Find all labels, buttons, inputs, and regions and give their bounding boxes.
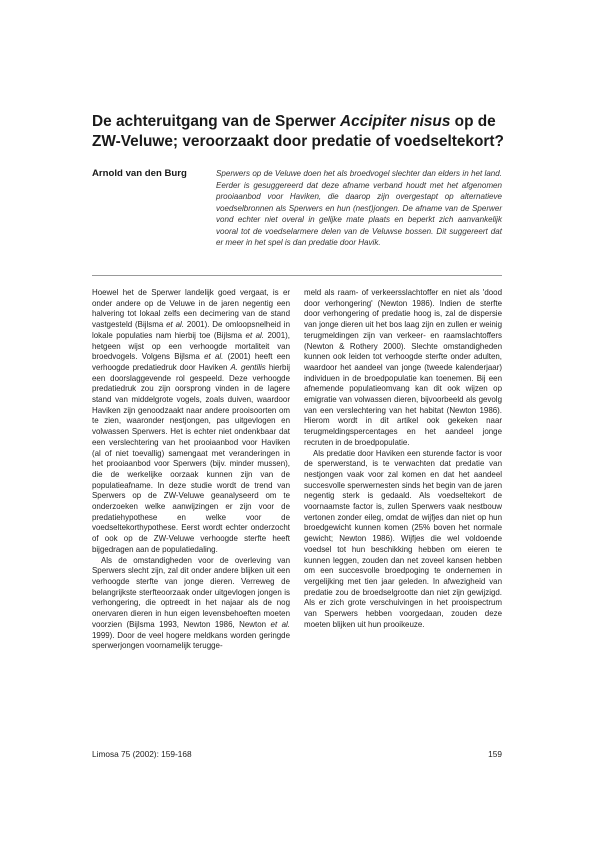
title-text-part2: op de ZW-Veluwe; veroorzaakt door predatie of voedseltekort? bbox=[92, 113, 504, 150]
text-run-italic: et al. bbox=[245, 330, 265, 340]
title-species-name: Accipiter nisus bbox=[340, 113, 451, 130]
text-run: 2001). De omloopsnelheid in lokale populaties nam hierbij toe (Bijlsma bbox=[92, 320, 290, 340]
text-run: Hoewel het de Sperwer landelijk goed vergaat, is er onder andere op de Veluwe in de jaren negentig een halvering tot lokaal zelfs een decimering van de stand vastgesteld (Bijlsma bbox=[92, 288, 290, 330]
text-run-italic: et al. bbox=[166, 320, 185, 330]
text-run: 2001), hetgeen wijst op een verhoogde mortaliteit van broedvogels. Volgens Bijlsma bbox=[92, 330, 290, 362]
text-run: (2001) heeft een verhoogde predatiedruk door Haviken bbox=[92, 352, 290, 372]
text-run-italic: et al. bbox=[204, 352, 224, 362]
body-paragraph bbox=[92, 288, 290, 556]
body-column-right bbox=[304, 288, 502, 631]
abstract-divider bbox=[92, 275, 502, 276]
text-run-italic: et al. bbox=[270, 619, 290, 629]
author-name: Arnold van den Burg bbox=[92, 168, 187, 179]
text-run-italic: A. gentilis bbox=[230, 362, 266, 372]
text-run: Als de omstandigheden voor de overleving van Sperwers slecht zijn, zal dit onder andere blijken uit een verhoogde sterfte van jonge dieren. Verreweg de belangrijkste sterfteoorzaak onder uitgevlogen jongen is verhongering, die optreedt in het najaar als de nog onervaren dieren in hun eigen levensbehoeften moeten voorzien (Bijlsma 1993, Newton 1986, Newton bbox=[92, 555, 290, 629]
text-run: 1999). Door de veel hogere meldkans worden geringde sperwerjongen voornamelijk terugge- bbox=[92, 630, 290, 651]
text-run: hierbij een doorslaggevende rol gespeeld. Deze verhoogde predatiedruk zou zijn oorsprong vinden in de lagere stand van middelgrote vogels, zoals duiven, waardoor Haviken zijn genoodzaakt naar andere prooisoorten om te zien, waaronder nestjongen, pas uitgevlogen en volwassen Sperwers. Het is echter niet ondenkbaar dat een verslechtering van het prooiaanbod voor Haviken (al of niet toevallig) samengaat met veranderingen in het prooiaanbod voor Sperwers (bijv. minder mussen), die de werkelijke oorzaak kunnen zijn van de populatieafname. In deze studie wordt de trend van Sperwers op de ZW-Veluwe geanalyseerd om te onderzoeken welke aanwijzingen er zijn voor de predatiehypothese en welke voor de voedseltekorthypothese. Eerst wordt echter onderzocht of ook op de ZW-Veluwe verhoogde sterfte heeft bijgedragen aan de populatiedaling. bbox=[92, 362, 290, 554]
body-paragraph bbox=[92, 556, 290, 652]
page-number: 159 bbox=[488, 749, 502, 759]
journal-citation: Limosa 75 (2002): 159-168 bbox=[92, 749, 192, 759]
abstract: Sperwers op de Veluwe doen het als broedvogel slechter dan elders in het land. Eerder is gesuggereerd dat deze afname verband houdt met het afgenomen prooiaanbod voor Haviken, die daarop zijn overgestapt op alternatieve voedselbronnen als Sperwers en hun (nest)jongen. De afname van de Sperwer vond echter niet overal in gelijke mate plaats en beperkt zich aanvankelijk vooral tot de voedselarmere delen van de Veluwse bossen. Dit suggereert dat er meer in het spel is dan predatie door Havik. bbox=[216, 169, 502, 248]
title-text-part1: De achteruitgang van de Sperwer bbox=[92, 113, 341, 130]
article-title bbox=[92, 112, 522, 152]
body-paragraph: Als predatie door Haviken een sturende factor is voor de sperwerstand, is te verwachten dat predatie van nestjongen vaak voor zal komen en dat het aandeel succesvolle sperwernesten sinds het begin van de jaren negentig sterk is gedaald. Als voedseltekort de voornaamste factor is, zullen Sperwers vaak nestbouw vertonen zonder eileg, omdat de wijfjes dan niet op hun broedgewicht kunnen komen (25% boven het normale gewicht; Newton 1986). Wijfjes die wel voldoende voedsel tot hun beschikking hebben om eieren te kunnen leggen, zouden dan net zoveel kansen hebben om een succesvolle broedpoging te ondernemen in vergelijking met tien jaar geleden. In afwezigheid van predatie zou de broedselgrootte dan niet zijn gewijzigd. Als er zich grote verschuivingen in het prooispectrum van Sperwers hebben voorgedaan, zouden deze moeten blijken uit hun prooikeuze. bbox=[304, 448, 502, 629]
body-paragraph: meld als raam- of verkeersslachtoffer en niet als 'dood door verhongering' (Newton 1986). Indien de sterfte door verhongering of predatie hoog is, zal de dispersie van jonge dieren uit het bos laag zijn en zullen er weinig terugmeldingen zijn van verkeer- en raamslachtoffers (Newton & Rothery 2000). Slechte omstandigheden kunnen ook leiden tot verhoogde sterfte onder adulten, waardoor het aandeel van jonge (tweede kalenderjaar) individuen in de broedpopulatie kan toenemen. Bij een afnemende populatieomvang kan dit ook wijzen op emigratie van volwassen dieren, bijvoorbeeld als gevolg van een verslechtering van het habitat (Newton 1986). Hierom wordt in dit artikel ook gekeken naar terugmeldingspercentages en het aandeel jonge recruten in de broedpopulatie. bbox=[304, 288, 502, 447]
body-column-left bbox=[92, 288, 290, 652]
